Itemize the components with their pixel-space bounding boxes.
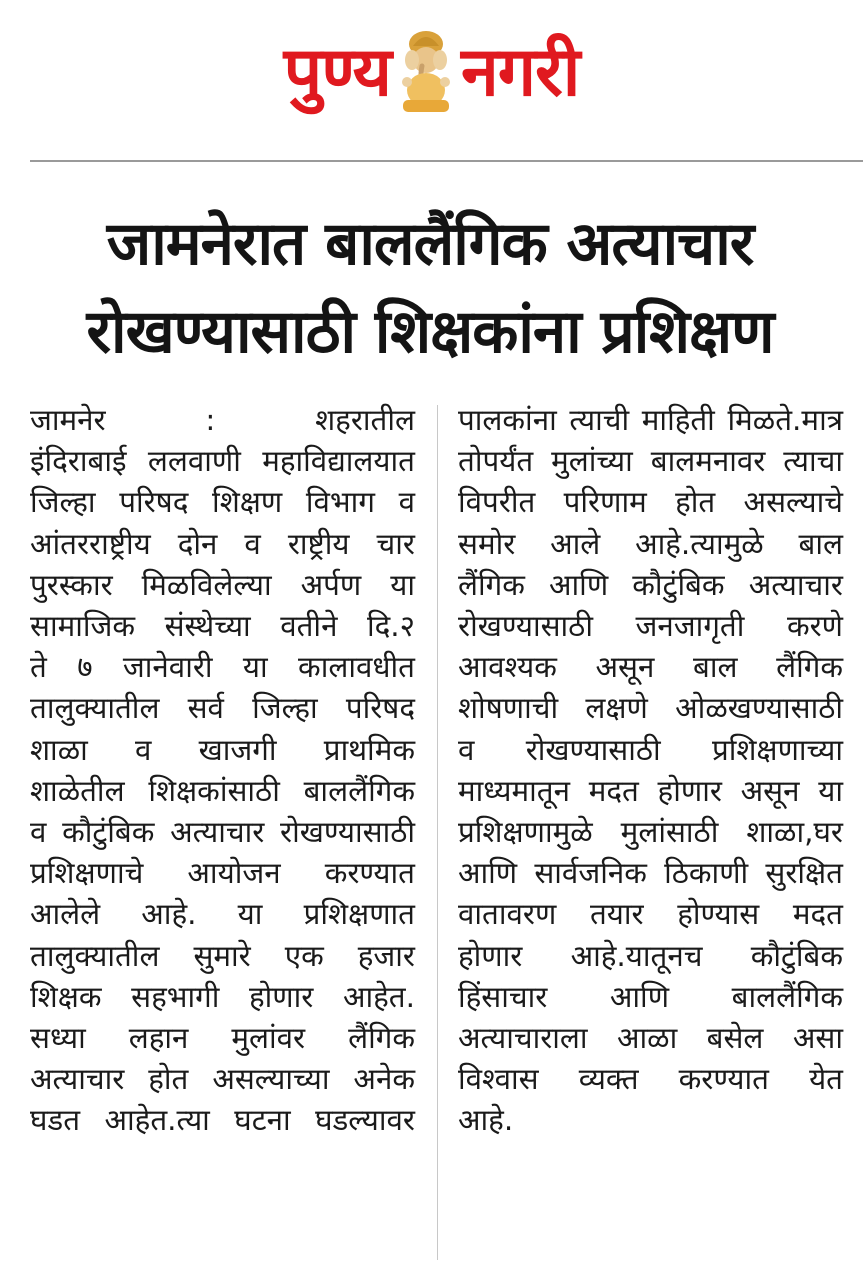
body-line: विपरीत परिणाम होत असल्याचे xyxy=(458,485,843,520)
body-line: इंदिराबाई ललवाणी महाविद्यालयात xyxy=(30,444,415,479)
column-divider xyxy=(437,405,438,1260)
body-line: हिंसाचार आणि बाललैंगिक xyxy=(458,979,843,1014)
body-line: अत्याचाराला आळा बसेल असा xyxy=(458,1021,843,1056)
headline-line: जामनेरात बाललैंगिक अत्याचार xyxy=(106,209,754,279)
article-column-left xyxy=(30,400,415,1142)
headline-line: रोखण्यासाठी शिक्षकांना प्रशिक्षण xyxy=(86,297,774,367)
body-line: समोर आले आहे.त्यामुळे बाल xyxy=(458,526,843,561)
body-line: सामाजिक संस्थेच्या वतीने दि.२ xyxy=(30,609,415,644)
body-line: लैंगिक आणि कौटुंबिक अत्याचार xyxy=(458,567,843,602)
body-line: व कौटुंबिक अत्याचार रोखण्यासाठी xyxy=(30,815,415,850)
article-headline xyxy=(30,200,830,376)
body-line: जामनेर : शहरातील xyxy=(30,403,415,437)
body-line: शोषणाची लक्षणे ओळखण्यासाठी xyxy=(458,691,843,726)
body-line: शाळा व खाजगी प्राथमिक xyxy=(30,732,415,767)
logo-word-left: पुण्य xyxy=(283,33,391,112)
ganesha-emblem-icon xyxy=(395,30,457,116)
body-line: व रोखण्यासाठी प्रशिक्षणाच्या xyxy=(458,732,843,767)
masthead xyxy=(0,0,863,150)
body-line: आंतरराष्ट्रीय दोन व राष्ट्रीय चार xyxy=(30,526,415,561)
body-line: तालुक्यातील सुमारे एक हजार xyxy=(30,938,415,973)
body-line: विश्वास व्यक्त करण्यात येत xyxy=(458,1062,843,1097)
body-line: शिक्षक सहभागी होणार आहेत. xyxy=(30,979,415,1014)
body-line: आवश्यक असून बाल लैंगिक xyxy=(458,650,843,685)
body-line: प्रशिक्षणामुळे मुलांसाठी शाळा,घर xyxy=(458,815,843,850)
logo-word-right: नगरी xyxy=(460,33,580,112)
masthead-divider xyxy=(30,160,863,162)
body-line: प्रशिक्षणाचे आयोजन करण्यात xyxy=(30,856,415,891)
body-line: आणि सार्वजनिक ठिकाणी सुरक्षित xyxy=(458,856,843,891)
body-line: जिल्हा परिषद शिक्षण विभाग व xyxy=(30,485,415,520)
body-line: आहे. xyxy=(458,1103,514,1138)
body-line: रोखण्यासाठी जनजागृती करणे xyxy=(458,609,843,644)
body-line: होणार आहे.यातूनच कौटुंबिक xyxy=(458,938,843,973)
body-line: पालकांना त्याची माहिती मिळते.मात्र xyxy=(458,403,843,437)
body-line: माध्यमातून मदत होणार असून या xyxy=(458,773,843,808)
newspaper-logo xyxy=(0,30,863,116)
body-line: वातावरण तयार होण्यास मदत xyxy=(458,897,843,932)
body-line: घडत आहेत.त्या घटना घडल्यावर xyxy=(30,1103,415,1138)
body-line: सध्या लहान मुलांवर लैंगिक xyxy=(30,1021,415,1056)
body-line: ते ७ जानेवारी या कालावधीत xyxy=(30,650,415,685)
body-line: तोपर्यंत मुलांच्या बालमनावर त्याचा xyxy=(458,444,843,479)
body-line: आलेले आहे. या प्रशिक्षणात xyxy=(30,897,415,932)
body-line: तालुक्यातील सर्व जिल्हा परिषद xyxy=(30,691,415,726)
body-line: शाळेतील शिक्षकांसाठी बाललैंगिक xyxy=(30,773,415,808)
article-column-right xyxy=(458,400,843,1142)
body-line: अत्याचार होत असल्याच्या अनेक xyxy=(30,1062,415,1097)
body-line: पुरस्कार मिळविलेल्या अर्पण या xyxy=(30,567,415,602)
